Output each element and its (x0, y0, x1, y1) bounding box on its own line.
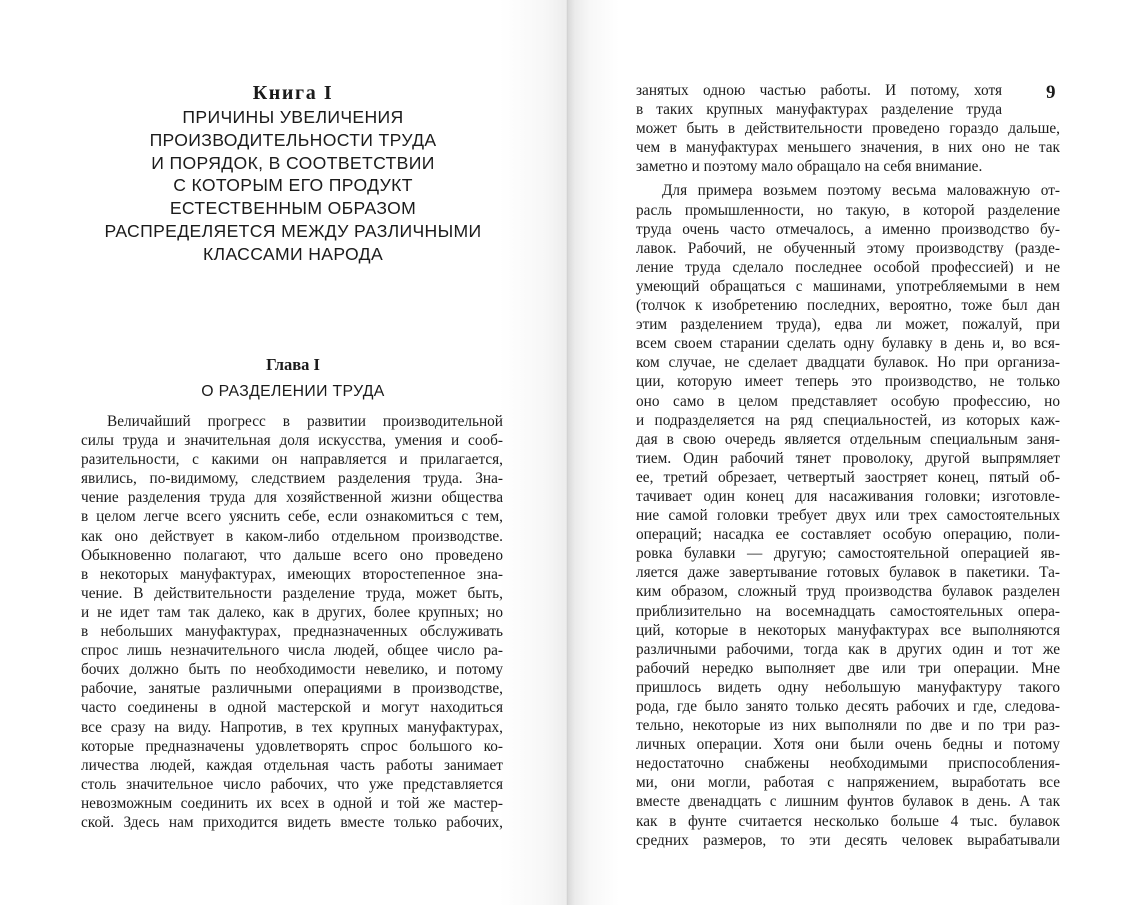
text-line: силы труда и значительная доля искусства, умения и сооб- (81, 432, 503, 450)
book-title-line: ЕСТЕСТВЕННЫМ ОБРАЗОМ (169, 198, 417, 219)
text-line: как в фунте считается несколько больше 4 тыс. булавок (636, 812, 1060, 830)
text-line: в небольших мануфактурах, предназначенных обслуживать (81, 623, 503, 641)
text-line: вместе двенадцать с лишним фунтов булавок в день. А так (636, 793, 1060, 811)
text-line: лавок. Рабочий, не обученный этому производству (разде- (636, 239, 1060, 257)
text-line: ций, которые в некоторых мануфактурах все выполняются (636, 621, 1060, 639)
text-line: рабочий нередко выполняет две или три операции. Мне (636, 659, 1060, 677)
text-line: в таких крупных мануфактурах разделение труда (636, 101, 1002, 119)
text-line: и не идет там так далеко, как в других, более крупных; но (81, 603, 503, 621)
text-line: (толчок к изобретению последних, вероятно, тоже был дан (636, 297, 1060, 315)
text-line: тельно, некоторые из них выполняли по две и по три раз- (636, 717, 1060, 735)
text-line: и подразделяется на ряд специальностей, из которых каж- (636, 411, 1060, 429)
text-line: ние самой головки требует двух или трех самостоятельных (636, 507, 1060, 525)
book-title-line: И ПОРЯДОК, В СООТВЕТСТВИИ (151, 152, 435, 173)
chapter-title: О РАЗДЕЛЕНИИ ТРУДА (201, 383, 385, 400)
text-line: заметно и поэтому мало обращало на себя внимание. (636, 158, 983, 176)
text-line: которые предназначены удовлетворять спрос большого ко- (81, 737, 503, 755)
text-line: в целом легче всего уяснить себе, если ознакомиться с тем, (81, 508, 503, 526)
text-line: как оно действует в каком-либо отдельном производстве. (81, 527, 503, 545)
left-page (0, 0, 568, 905)
text-line: невозможным соединить их всех в одной и той же мастер- (81, 794, 503, 812)
text-line: операций; насадка ее составляет особую операцию, поли- (636, 526, 1060, 544)
text-line: чем в мануфактурах меньшего значения, в них оно не так (636, 139, 1060, 157)
text-line: оно само в целом представляет особую профессию, но (636, 392, 1060, 410)
text-line: ции, которую имеет теперь это производство, не только (636, 373, 1060, 391)
page-number: 9 (1046, 82, 1056, 103)
text-line: рода, где было занято только десять рабочих и где, следова- (636, 698, 1060, 715)
text-line: занятых одною частью работы. И потому, хотя (636, 82, 1002, 99)
text-line: тием. Один рабочий тянет проволоку, другой выпрямляет (636, 449, 1060, 467)
text-line: спрос лишь незначительного числа людей, общее число ра- (81, 642, 503, 660)
text-line: ление труда сделало последнее особой профессией) и не (636, 258, 1060, 276)
text-line: чение. В действительности разделение труда, может быть, (81, 584, 503, 602)
text-line: средних размеров, то эти десять человек вырабатывали (636, 831, 1060, 849)
text-line: явились, по-видимому, следствием разделения труда. Зна- (81, 470, 503, 488)
text-line: Величайший прогресс в развитии производительной (107, 413, 503, 430)
book-title-line: ПРОИЗВОДИТЕЛЬНОСТИ ТРУДА (149, 129, 437, 150)
book-title-line: С КОТОРЫМ ЕГО ПРОДУКТ (173, 175, 413, 196)
text-line: ровка булавки — другую; самостоятельной операцией яв- (636, 545, 1060, 563)
text-line: расль промышленности, но такую, в которой разделение (636, 201, 1060, 219)
right-body-text (636, 81, 1060, 855)
chapter-heading (78, 354, 508, 403)
text-line: Для примера возьмем поэтому весьма маловажную от- (662, 182, 1060, 200)
text-line: личных операции. Хотя они были очень бедны и потому (636, 736, 1060, 754)
text-line: разительности, с какими он направляется и прилагается, (81, 451, 503, 469)
text-line: умеющий обращаться с машинами, употребляемыми в нем (636, 277, 1060, 295)
text-line: столь значительное число рабочих, что уже представляется (81, 775, 503, 793)
chapter-label: Глава I (266, 355, 320, 374)
text-line: приблизительно на восемнадцать самостоятельных опера- (636, 602, 1060, 620)
book-label: Книга I (252, 82, 334, 104)
text-line: ми, они могли, работая с напряжением, выработать все (636, 774, 1060, 792)
book-title-line: ПРИЧИНЫ УВЕЛИЧЕНИЯ (182, 107, 404, 127)
text-line: тачивает один конец для насаживания головки; изготовле- (636, 487, 1060, 505)
text-line: все сразу на виду. Напротив, в тех крупных мануфактурах, (81, 718, 503, 736)
text-line: ким образом, сложный труд производства булавок разделен (636, 583, 1060, 601)
text-line: ее, третий обрезает, четвертый заостряет конец, пятый об- (636, 468, 1060, 486)
text-line: чение разделения труда для хозяйственной жизни общества (81, 489, 503, 507)
paragraph-2 (636, 181, 1060, 849)
text-line: недостаточно снабжены необходимыми приспособления- (636, 755, 1060, 773)
text-line: ком случае, не сделает двадцати булавок. Но при организа- (636, 354, 1060, 372)
left-body-text (81, 412, 503, 832)
text-line: рабочие, занятые различными операциями в производстве, (81, 680, 503, 698)
book-title-line: КЛАССАМИ НАРОДА (202, 243, 384, 264)
text-line: может быть в действительности проведено гораздо дальше, (636, 120, 1060, 138)
text-line: часто соединены в одной мастерской и могут находиться (81, 699, 503, 717)
text-line: ской. Здесь нам приходится видеть вместе только рабочих, (81, 813, 503, 831)
text-line: всем своем старании сделать одну булавку в день и, во вся- (636, 335, 1060, 353)
text-line: дая в свою очередь является отдельным специальным заня- (636, 430, 1060, 448)
text-line: бочих должно быть по необходимости невелико, и потому (81, 661, 503, 679)
book-heading (78, 80, 508, 266)
text-line: ляется даже завертывание готовых булавок в пакетики. Та- (636, 564, 1060, 582)
book-title (78, 106, 508, 266)
text-line: Обыкновенно полагают, что дальше всего оно проведено (81, 546, 503, 564)
text-line: в некоторых мануфактурах, имеющих второстепенное зна- (81, 565, 503, 583)
text-line: личества людей, каждая отдельная часть работы занимает (81, 756, 503, 774)
text-line: этим разделением труда), едва ли может, пожалуй, при (636, 316, 1060, 334)
text-line: различными рабочими, тогда как в других один и тот же (636, 640, 1060, 658)
book-title-line: РАСПРЕДЕЛЯЕТСЯ МЕЖДУ РАЗЛИЧНЫМИ (104, 220, 482, 241)
paragraph-1 (636, 81, 1060, 176)
text-line: труда очень часто отмечалось, а именно производство бу- (636, 220, 1060, 238)
text-line: пришлось видеть одну небольшую мануфактуру такого (636, 678, 1060, 696)
